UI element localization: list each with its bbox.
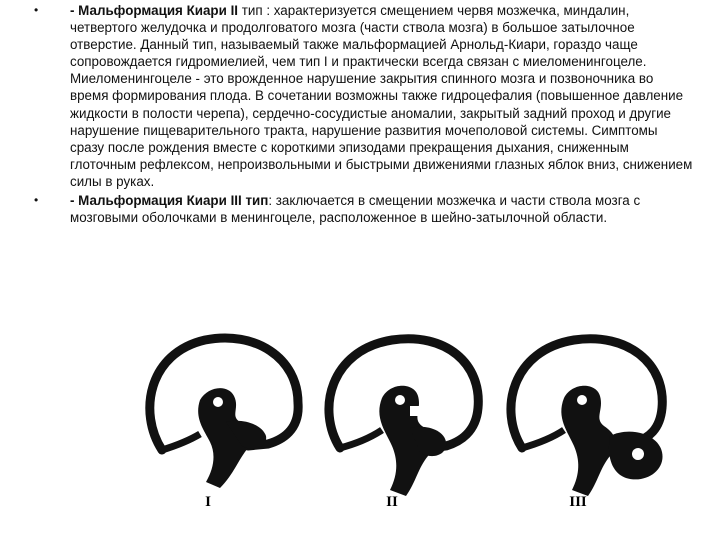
bullet-body: тип : характеризуется смещением червя мозжечка, миндалин, четвертого желудочка и продолговатого мозга (части ствола мозга) в большое затылочное отверстие. Данный тип, называемый также мальформацией Арнольд-Киари, гораздо чаще сопровождается гидромиелией, чем тип I и практически всегда связан с миеломенингоцеле. Миеломенингоцеле - это врожденное нарушение закрытия спинного мозга и позвоночника во время формирования плода. В сочетании возможны также гидроцефалия (повышенное давление жидкости в полости черепа), сердечно-сосудистые аномалии, закрытый задний проход и другие нарушение пищеварительного тракта, нарушение развития мочеполовой системы. Симптомы сразу после рождения вместе с короткими эпизодами прекращения дыхания, сниженным глоточным рефлексом, непроизвольными и быстрыми движениями глазных яблок вниз, снижением силы в руках. bbox=[70, 3, 693, 189]
skull-base bbox=[340, 430, 382, 448]
chiari-drawings bbox=[130, 318, 690, 528]
ventricle bbox=[213, 397, 223, 407]
sac-cavity bbox=[632, 448, 644, 460]
panel-label-3: III bbox=[569, 494, 587, 510]
bullet-heading: - Мальформация Киари II bbox=[70, 3, 239, 18]
bullet-text bbox=[70, 193, 640, 225]
panel-label-2: II bbox=[386, 494, 398, 510]
panel-type-2 bbox=[329, 339, 478, 510]
chiari-types-illustration bbox=[130, 318, 690, 528]
bullet-heading: - Мальформация Киари III тип bbox=[70, 193, 269, 209]
panel-label-1: I bbox=[205, 494, 211, 510]
bullet-list bbox=[34, 2, 694, 226]
ventricle bbox=[395, 395, 405, 405]
panel-type-3 bbox=[511, 339, 663, 510]
brainstem-shape bbox=[561, 386, 615, 496]
skull-base bbox=[522, 430, 564, 448]
bullet-text bbox=[70, 3, 692, 189]
panel-type-1 bbox=[150, 338, 298, 510]
bullet-body: : заключается в смещении мозжечка и части ствола мозга с мозговыми оболочками в менингоцеле, расположенное в шейно-затылочной области. bbox=[70, 193, 641, 226]
bullet-marker: • bbox=[34, 3, 39, 17]
skull-base bbox=[162, 434, 200, 450]
bullet-item-chiari-3 bbox=[34, 192, 694, 226]
bullet-item-chiari-2 bbox=[34, 2, 694, 190]
fourth-ventricle bbox=[410, 406, 428, 416]
ventricle bbox=[577, 395, 587, 405]
bullet-marker: • bbox=[34, 193, 39, 208]
